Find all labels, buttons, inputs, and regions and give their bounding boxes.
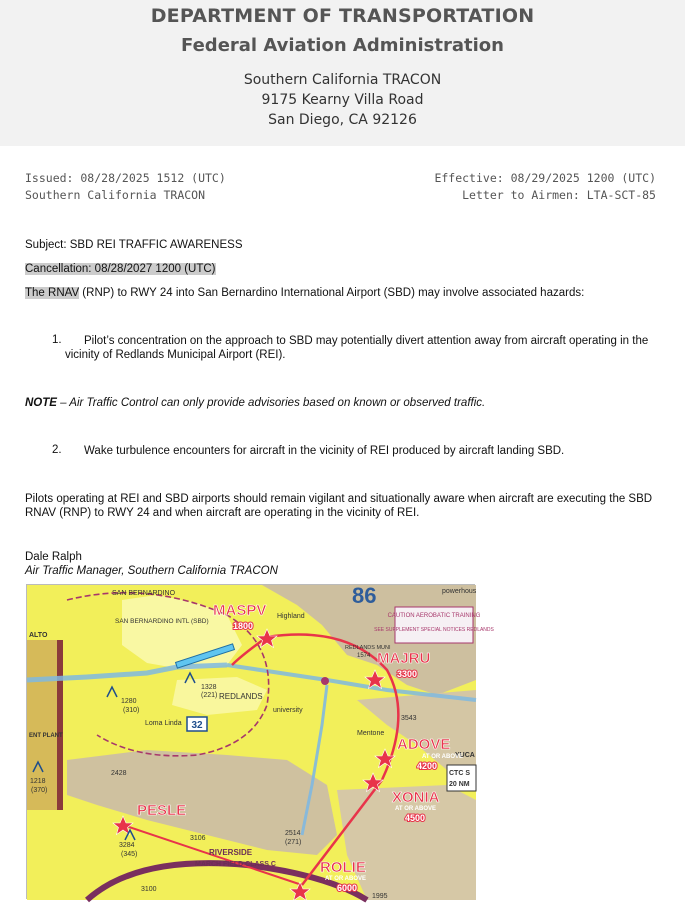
- area-number-86: 86: [352, 583, 377, 608]
- elevation: 1574: [357, 653, 371, 659]
- waypoint-name: PESLE: [137, 802, 187, 819]
- elevation: 1280: [121, 698, 137, 705]
- caution-text-2: SEE SUPPLEMENT SPECIAL NOTICES REDLANDS: [374, 627, 494, 633]
- signer-name: Dale Ralph: [25, 551, 82, 563]
- waypoint-name: ADOVE: [397, 736, 451, 753]
- elevation: (310): [123, 707, 140, 714]
- address-city: San Diego, CA 92126: [268, 112, 417, 128]
- address-street: 9175 Kearny Villa Road: [261, 92, 424, 108]
- signer-title: Air Traffic Manager, Southern California TRACON: [25, 565, 278, 577]
- elevation: 2514: [285, 830, 301, 837]
- label-redlands: REDLANDS: [219, 692, 263, 701]
- waypoint-name: MASPV: [213, 602, 267, 619]
- effective-date: Effective: 08/29/2025 1200 (UTC): [434, 171, 656, 185]
- cancellation-highlight: Cancellation: 08/28/2027 1200 (UTC): [25, 263, 216, 275]
- waypoint-altitude: 1800: [233, 621, 254, 631]
- caution-text: CAUTION AEROBATIC TRAINING: [387, 613, 481, 619]
- letterhead: [0, 0, 685, 146]
- intro-highlight: The RNAV: [25, 287, 80, 299]
- issued-date: Issued: 08/28/2025 1512 (UTC): [25, 171, 226, 185]
- elevation: (345): [121, 851, 138, 858]
- label-loma-linda: Loma Linda: [145, 720, 182, 727]
- waypoint-name: XONIA: [392, 789, 440, 806]
- label-mentone: Mentone: [357, 730, 385, 737]
- route-shield-number: 32: [191, 720, 203, 731]
- waypoint-altitude: 3300: [397, 669, 418, 679]
- note-paragraph: [25, 396, 657, 410]
- label-san-bernardino: SAN BERNARDINO: [112, 590, 176, 597]
- ctc-text: CTC S: [449, 770, 470, 777]
- waypoint-qualifier: AT OR ABOVE: [395, 806, 437, 812]
- note-label: NOTE: [25, 397, 57, 409]
- boundary-line-west: [57, 640, 63, 810]
- item-2-text: Wake turbulence encounters for aircraft in the vicinity of REI produced by aircraft landing SBD.: [84, 445, 565, 457]
- elevation: (370): [31, 787, 48, 794]
- waypoint-altitude: 4200: [417, 761, 438, 771]
- item-2-number: 2.: [52, 444, 62, 456]
- elevation: 3284: [119, 842, 135, 849]
- elevation: 1218: [30, 778, 46, 785]
- label-alto: ALTO: [29, 632, 48, 639]
- cancellation-line: [25, 262, 657, 276]
- elevation: 3106: [190, 835, 206, 842]
- label-march: MARCH FIELD CLASS C: [195, 861, 276, 868]
- sectional-chart-map: [26, 583, 494, 900]
- note-text: – Air Traffic Control can only provide advisories based on known or observed traffic.: [56, 397, 486, 409]
- waypoint-name: ROLIE: [320, 859, 366, 876]
- waypoint-qualifier: AT OR ABOVE: [422, 754, 464, 760]
- elevation: 3543: [401, 715, 417, 722]
- item-1-number: 1.: [52, 334, 62, 346]
- waypoint-altitude: 6000: [337, 883, 358, 893]
- issuer: Southern California TRACON: [25, 188, 206, 202]
- letter-number: Letter to Airmen: LTA-SCT-85: [462, 188, 656, 202]
- elevation: 3100: [141, 886, 157, 893]
- waypoint-altitude: 4500: [405, 813, 426, 823]
- airport-icon: [321, 677, 329, 685]
- intro-text: (RNP) to RWY 24 into San Bernardino International Airport (SBD) may involve associated hazards:: [79, 287, 585, 299]
- elevation: 2428: [111, 770, 127, 777]
- elevation: 1995: [372, 893, 388, 900]
- label-sbd-airport: SAN BERNARDINO INTL (SBD): [115, 618, 209, 625]
- label-highland: Highland: [277, 613, 305, 620]
- label-yuca: YUCA: [455, 752, 475, 759]
- ctc-text-2: 20 NM: [449, 781, 470, 788]
- label-university: university: [273, 707, 303, 714]
- label-power: powerhous: [442, 588, 477, 595]
- label-riverside: RIVERSIDE: [209, 848, 253, 857]
- map-svg: [27, 583, 494, 900]
- waypoint-name: MAJRU: [377, 650, 431, 667]
- address-facility: Southern California TRACON: [243, 72, 442, 88]
- agency-title: Federal Aviation Administration: [181, 35, 504, 56]
- closing-paragraph: Pilots operating at REI and SBD airports should remain vigilant and situationally aware when aircraft are executing the SBD RNAV (RNP) to RWY 24 and when aircraft are operating in the vicinity of REI.: [25, 493, 653, 519]
- intro-paragraph: [25, 286, 657, 300]
- elevation: (271): [285, 839, 302, 846]
- subject-line: Subject: SBD REI TRAFFIC AWARENESS: [25, 239, 243, 251]
- item-1-text: Pilot’s concentration on the approach to SBD may potentially divert attention away from aircraft operating in the vicinity of Redlands Municipal Airport (REI).: [65, 335, 649, 361]
- waypoint-qualifier: AT OR ABOVE: [325, 876, 367, 882]
- label-plant: ENT PLANT: [29, 733, 63, 739]
- elevation: (221): [201, 692, 218, 699]
- elevation: 1328: [201, 684, 217, 691]
- label-redlands-muni: REDLANDS MUNI: [345, 645, 391, 651]
- department-title: DEPARTMENT OF TRANSPORTATION: [150, 5, 535, 27]
